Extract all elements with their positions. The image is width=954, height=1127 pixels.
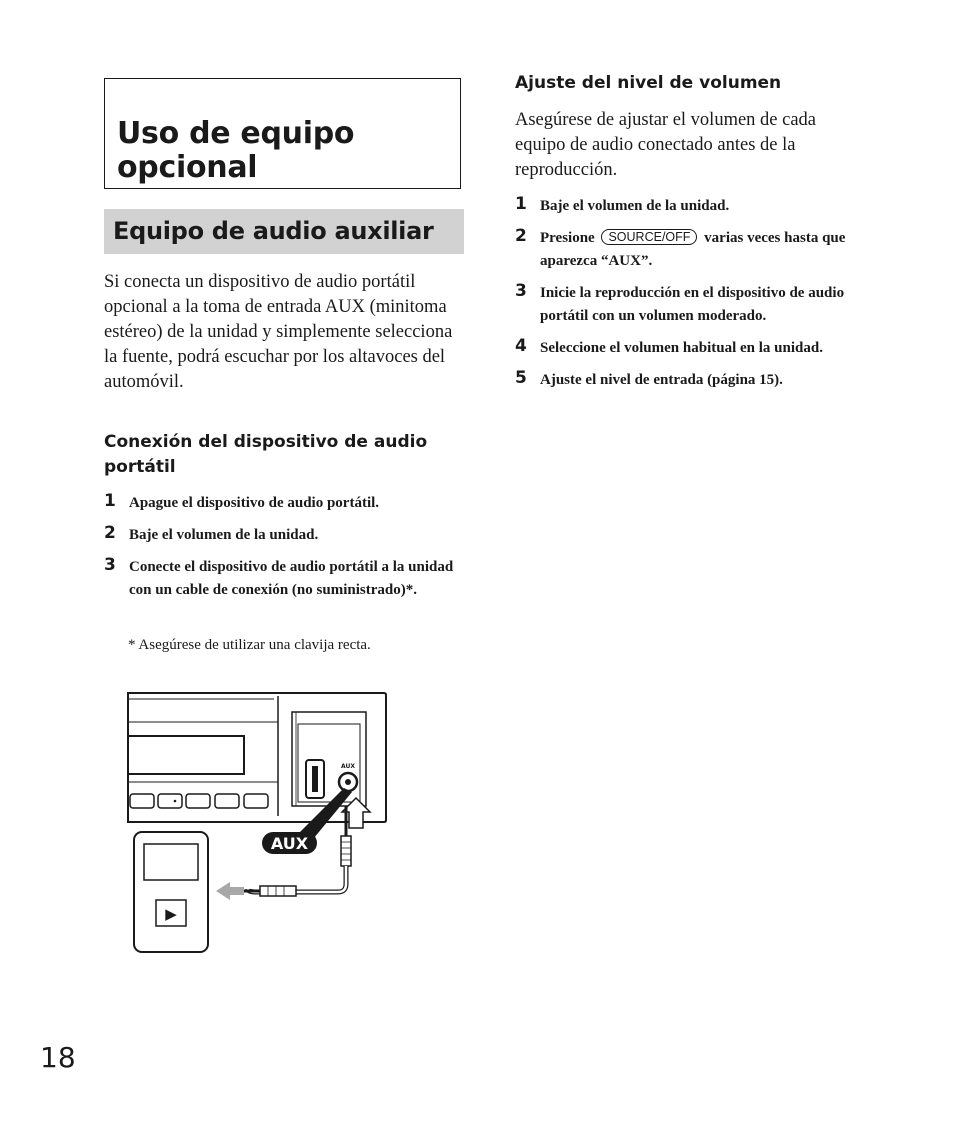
section-header: [104, 209, 464, 254]
step-text-after: varias veces hasta que aparezca “AUX”.: [540, 230, 846, 269]
connection-diagram: [118, 686, 398, 958]
step-number: 3: [104, 555, 116, 575]
intro-paragraph: Si conecta un dispositivo de audio portátil opcional a la toma de entrada AUX (minitoma estéreo) de la unidad y simplemente selecciona la fuente, podrá escuchar por los altavoces del automóvil.: [104, 272, 453, 392]
direction-arrow-icon: [216, 882, 244, 900]
step-number: 3: [515, 281, 527, 301]
source-off-button-label: SOURCE/OFF: [601, 229, 697, 245]
page-title: Uso de equipo opcional: [117, 116, 355, 185]
step-text: Ajuste el nivel de entrada (página 15).: [540, 372, 783, 388]
volume-step: [515, 337, 885, 360]
page-number: 18: [40, 1041, 76, 1074]
step-number: 1: [104, 491, 116, 511]
connection-step: [104, 492, 466, 515]
play-icon: ▶: [165, 905, 177, 923]
connection-illustration: [118, 686, 398, 963]
connection-heading: Conexión del dispositivo de audio portátil: [104, 432, 428, 477]
step-text: Apague el dispositivo de audio portátil.: [129, 495, 380, 511]
portable-audio-device: [134, 832, 208, 952]
volume-step: [515, 369, 885, 392]
preset-buttons: [130, 794, 268, 808]
horizontal-plug: [242, 886, 296, 896]
step-text: Baje el volumen de la unidad.: [540, 198, 730, 214]
volume-step: [515, 195, 885, 218]
connection-steps: [104, 492, 466, 611]
connection-step: [104, 524, 466, 547]
step-number: 5: [515, 368, 527, 388]
volume-step: [515, 282, 885, 328]
head-unit: [128, 693, 386, 822]
volume-intro: Asegúrese de ajustar el volumen de cada equipo de audio conectado antes de la reproducción.: [515, 110, 817, 180]
volume-step: [515, 227, 885, 273]
connection-step: [104, 556, 466, 602]
aux-jack-label: AUX: [341, 763, 355, 770]
section-title: Equipo de audio auxiliar: [113, 217, 434, 245]
step-text: Baje el volumen de la unidad.: [129, 527, 319, 543]
step-number: 4: [515, 336, 527, 356]
step-number: 1: [515, 194, 527, 214]
aux-callout-label: AUX: [270, 834, 309, 853]
step-text: Seleccione el volumen habitual en la unidad.: [540, 340, 823, 356]
volume-heading: Ajuste del nivel de volumen: [515, 73, 782, 93]
display-window: [128, 736, 244, 774]
title-box: [104, 78, 461, 189]
step-text: Inicie la reproducción en el dispositivo de audio portátil con un volumen moderado.: [540, 285, 845, 324]
footnote: * Asegúrese de utilizar una clavija recta.: [128, 637, 371, 653]
volume-steps: [515, 195, 885, 401]
step-number: 2: [515, 226, 527, 246]
device-screen: [144, 844, 198, 880]
step-text-before: Presione: [540, 230, 595, 246]
step-text: Conecte el dispositivo de audio portátil a la unidad con un cable de conexión (no suministrado)*.: [129, 559, 454, 598]
step-number: 2: [104, 523, 116, 543]
